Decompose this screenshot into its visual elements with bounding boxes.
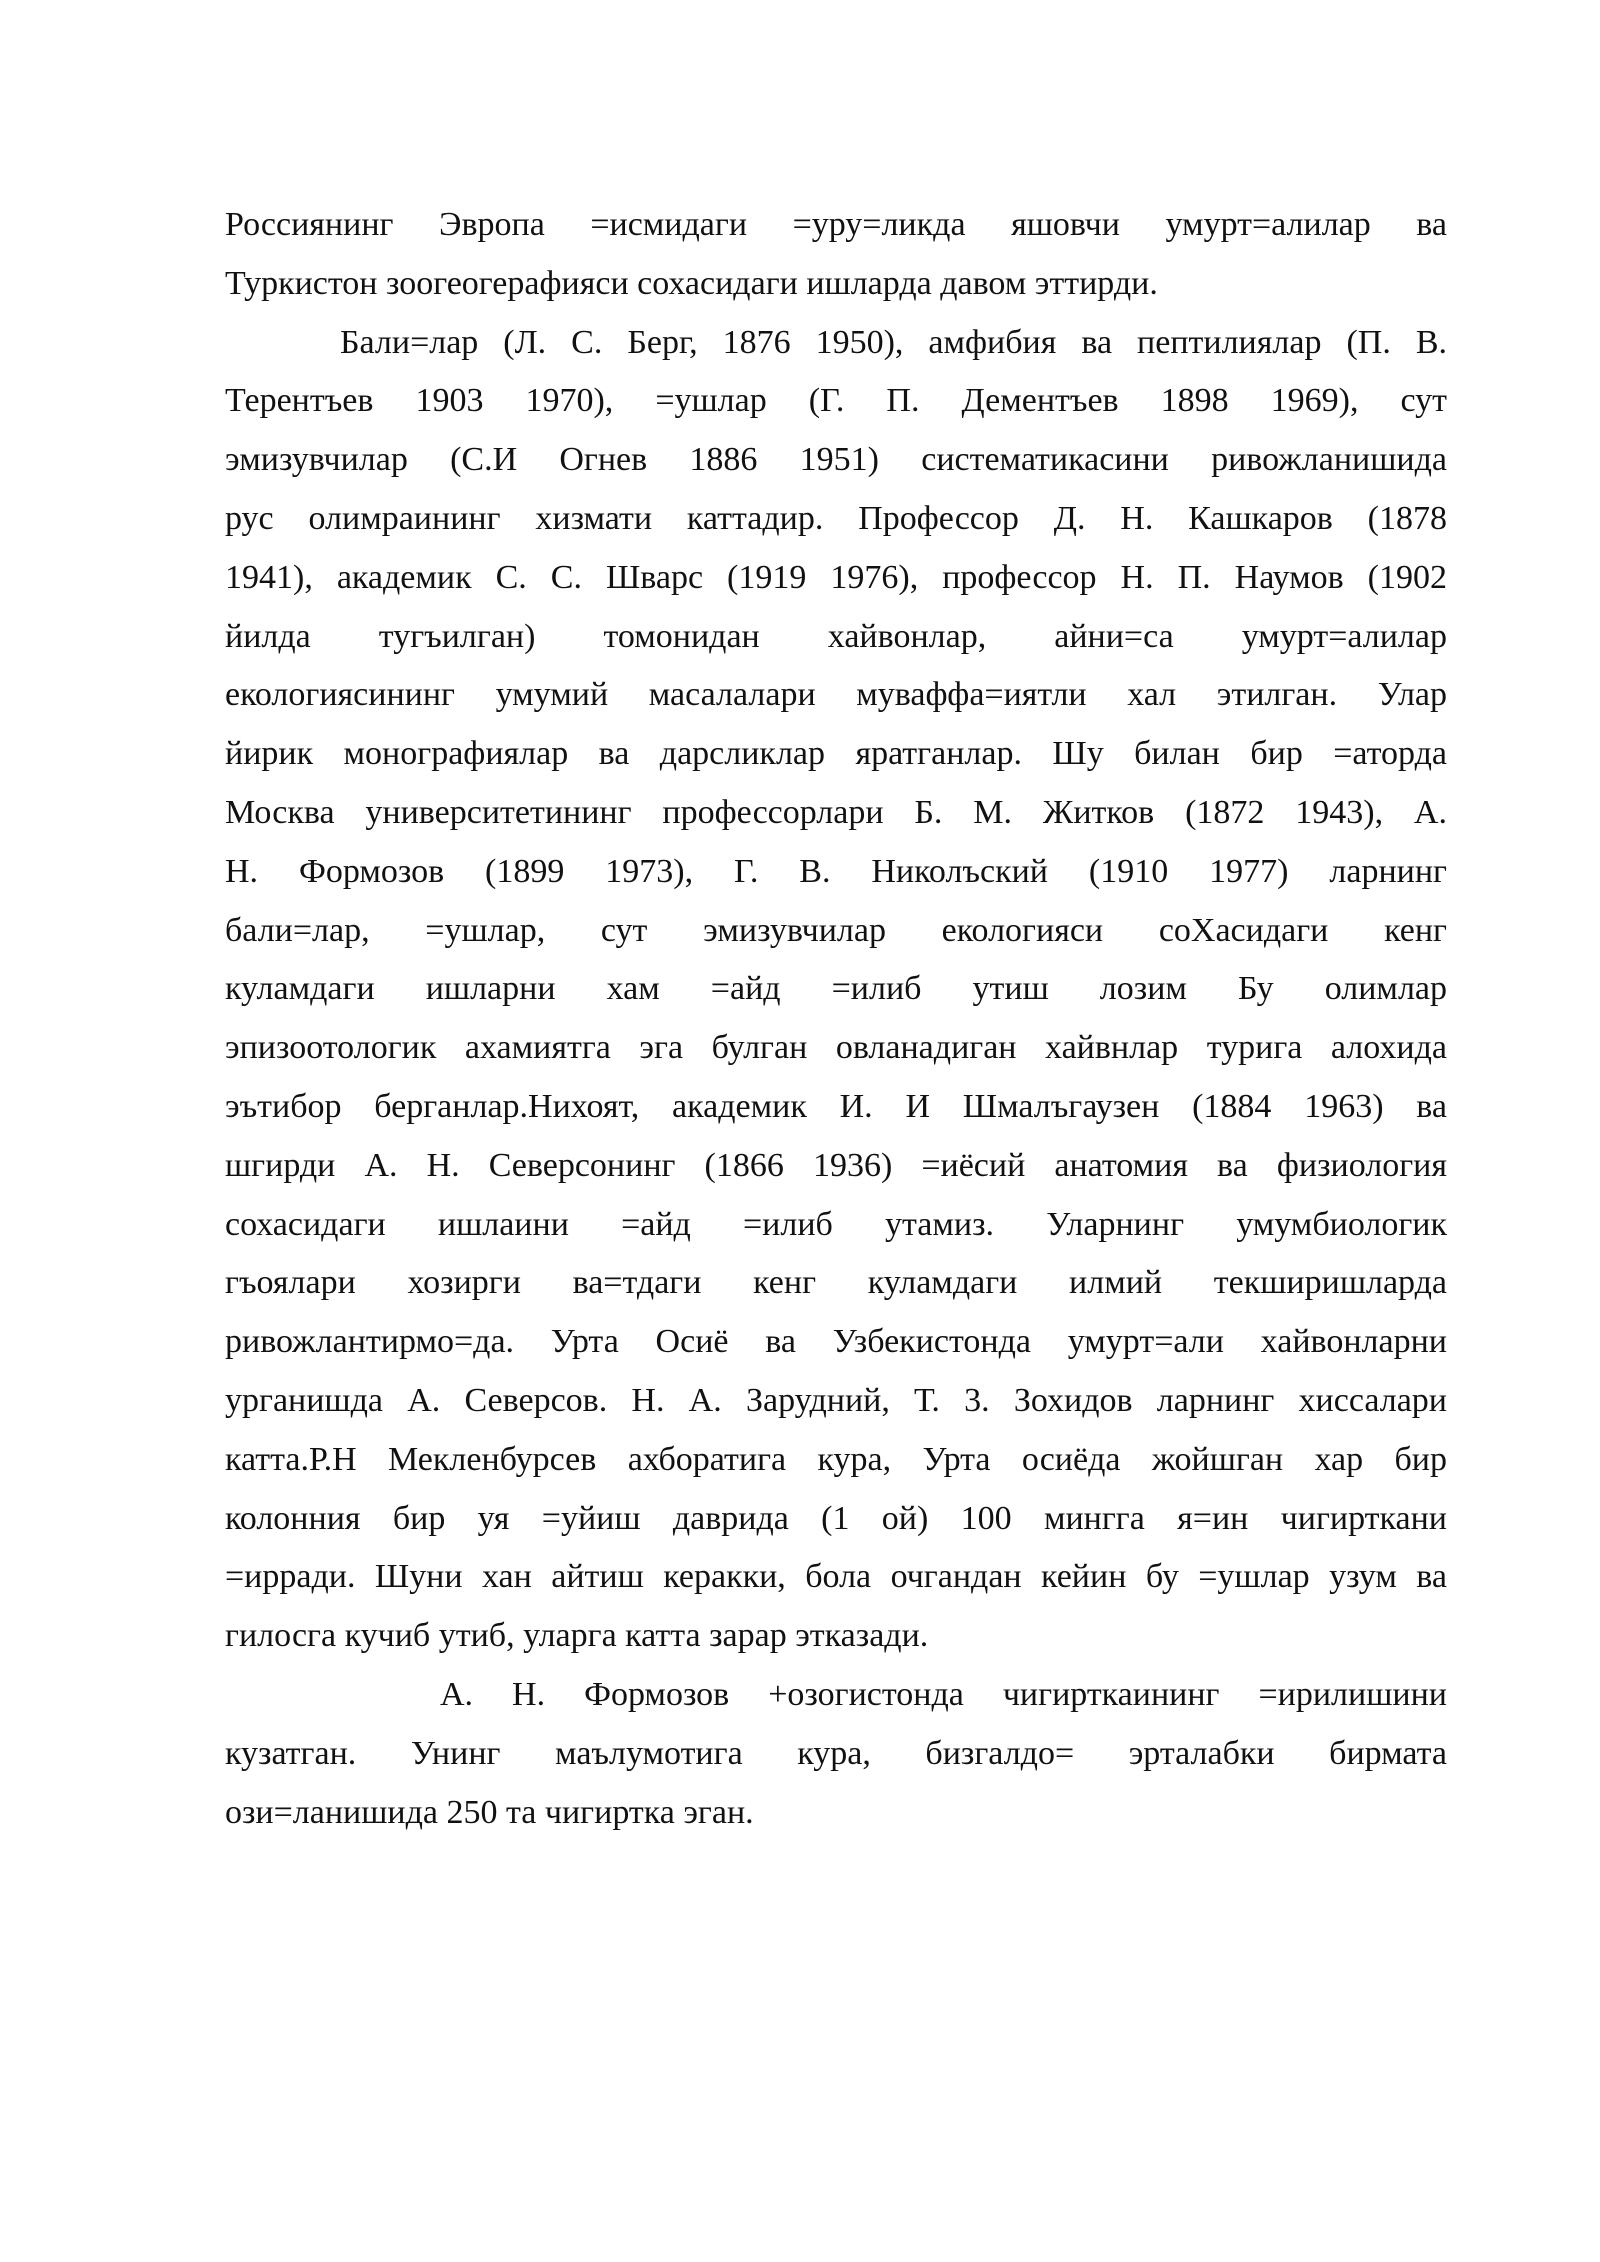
text-line: шгирди А. Н. Северсонинг (1866 1936) =иёсий анатомия ва физиология xyxy=(225,1146,1447,1184)
text-line: куламдаги ишларни хам =айд =илиб утиш лозим Бу олимлар xyxy=(225,970,1447,1008)
text-line: гилосга кучиб утиб, уларга катта зарар этказади. xyxy=(225,1617,929,1655)
text-line: Туркистон зоогеогерафияси сохасидаги ишларда давом эттирди. xyxy=(225,264,1158,302)
text-line: рус олимраининг хизмати каттадир. Профессор Д. Н. Кашкаров (1878 xyxy=(225,499,1447,537)
text-line: ривожлантирмо=да. Урта Осиё ва Узбекистонда умурт=али хайвонларни xyxy=(225,1323,1447,1361)
text-line: йирик монографиялар ва дарсликлар яратганлар. Шу билан бир =аторда xyxy=(225,735,1447,773)
text-line: ози=ланишида 250 та чигиртка эган. xyxy=(225,1793,754,1831)
text-line: эпизоотологик ахамиятга эга булган овланадиган хайвнлар турига алохида xyxy=(225,1029,1447,1067)
text-line: екологиясининг умумий масалалари муваффа=иятли хал этилган. Улар xyxy=(225,676,1447,714)
text-line: Н. Формозов (1899 1973), Г. В. Николъский (1910 1977) ларнинг xyxy=(225,852,1447,890)
text-line: катта.Р.Н Мекленбурсев ахборатига кура, Урта осиёда жойшган хар бир xyxy=(225,1440,1447,1478)
text-line: йилда тугъилган) томонидан хайвонлар, айни=са умурт=алилар xyxy=(225,617,1447,655)
paragraph-1 xyxy=(225,196,1447,314)
paragraph-2 xyxy=(225,314,1447,1666)
text-line: Терентъев 1903 1970), =ушлар (Г. П. Дементъев 1898 1969), сут xyxy=(225,382,1447,420)
text-line: кузатган. Унинг маълумотига кура, бизгалдо= эрталабки бирмата xyxy=(225,1734,1447,1772)
text-line: сохасидаги ишлаини =айд =илиб утамиз. Уларнинг умумбиологик xyxy=(225,1205,1447,1243)
text-line: гъоялари хозирги ва=тдаги кенг куламдаги илмий текширишларда xyxy=(225,1264,1447,1302)
text-line: =ирради. Шуни хан айтиш керакки, бола очгандан кейин бу =ушлар узум ва xyxy=(225,1558,1447,1596)
text-line: 1941), академик С. С. Шварс (1919 1976), профессор Н. П. Наумов (1902 xyxy=(225,558,1447,596)
text-line: А. Н. Формозов +озогистонда чигирткаининг =ирилишини xyxy=(440,1675,1447,1713)
text-line: урганишда А. Северсов. Н. А. Зарудний, Т. 3. Зохидов ларнинг хиссалари xyxy=(225,1381,1447,1419)
text-line: колонния бир уя =уйиш даврида (1 ой) 100 мингга я=ин чигирткани xyxy=(225,1499,1447,1537)
text-line: Москва университетининг профессорлари Б. М. Житков (1872 1943), А. xyxy=(225,793,1447,831)
text-line: эмизувчилар (С.И Огнев 1886 1951) систематикасини ривожланишида xyxy=(225,441,1447,479)
text-line: эътибор берганлар.Нихоят, академик И. И Шмалъгаузен (1884 1963) ва xyxy=(225,1087,1447,1125)
text-line: Бали=лар (Л. С. Берг, 1876 1950), амфибия ва пептилиялар (П. В. xyxy=(340,323,1447,361)
text-line: бали=лар, =ушлар, сут эмизувчилар екологияси соХасидаги кенг xyxy=(225,911,1447,949)
document-body xyxy=(225,196,1447,1842)
text-line: Россиянинг Эвропа =исмидаги =уру=ликда яшовчи умурт=алилар ва xyxy=(225,206,1447,243)
paragraph-3 xyxy=(225,1666,1447,1842)
